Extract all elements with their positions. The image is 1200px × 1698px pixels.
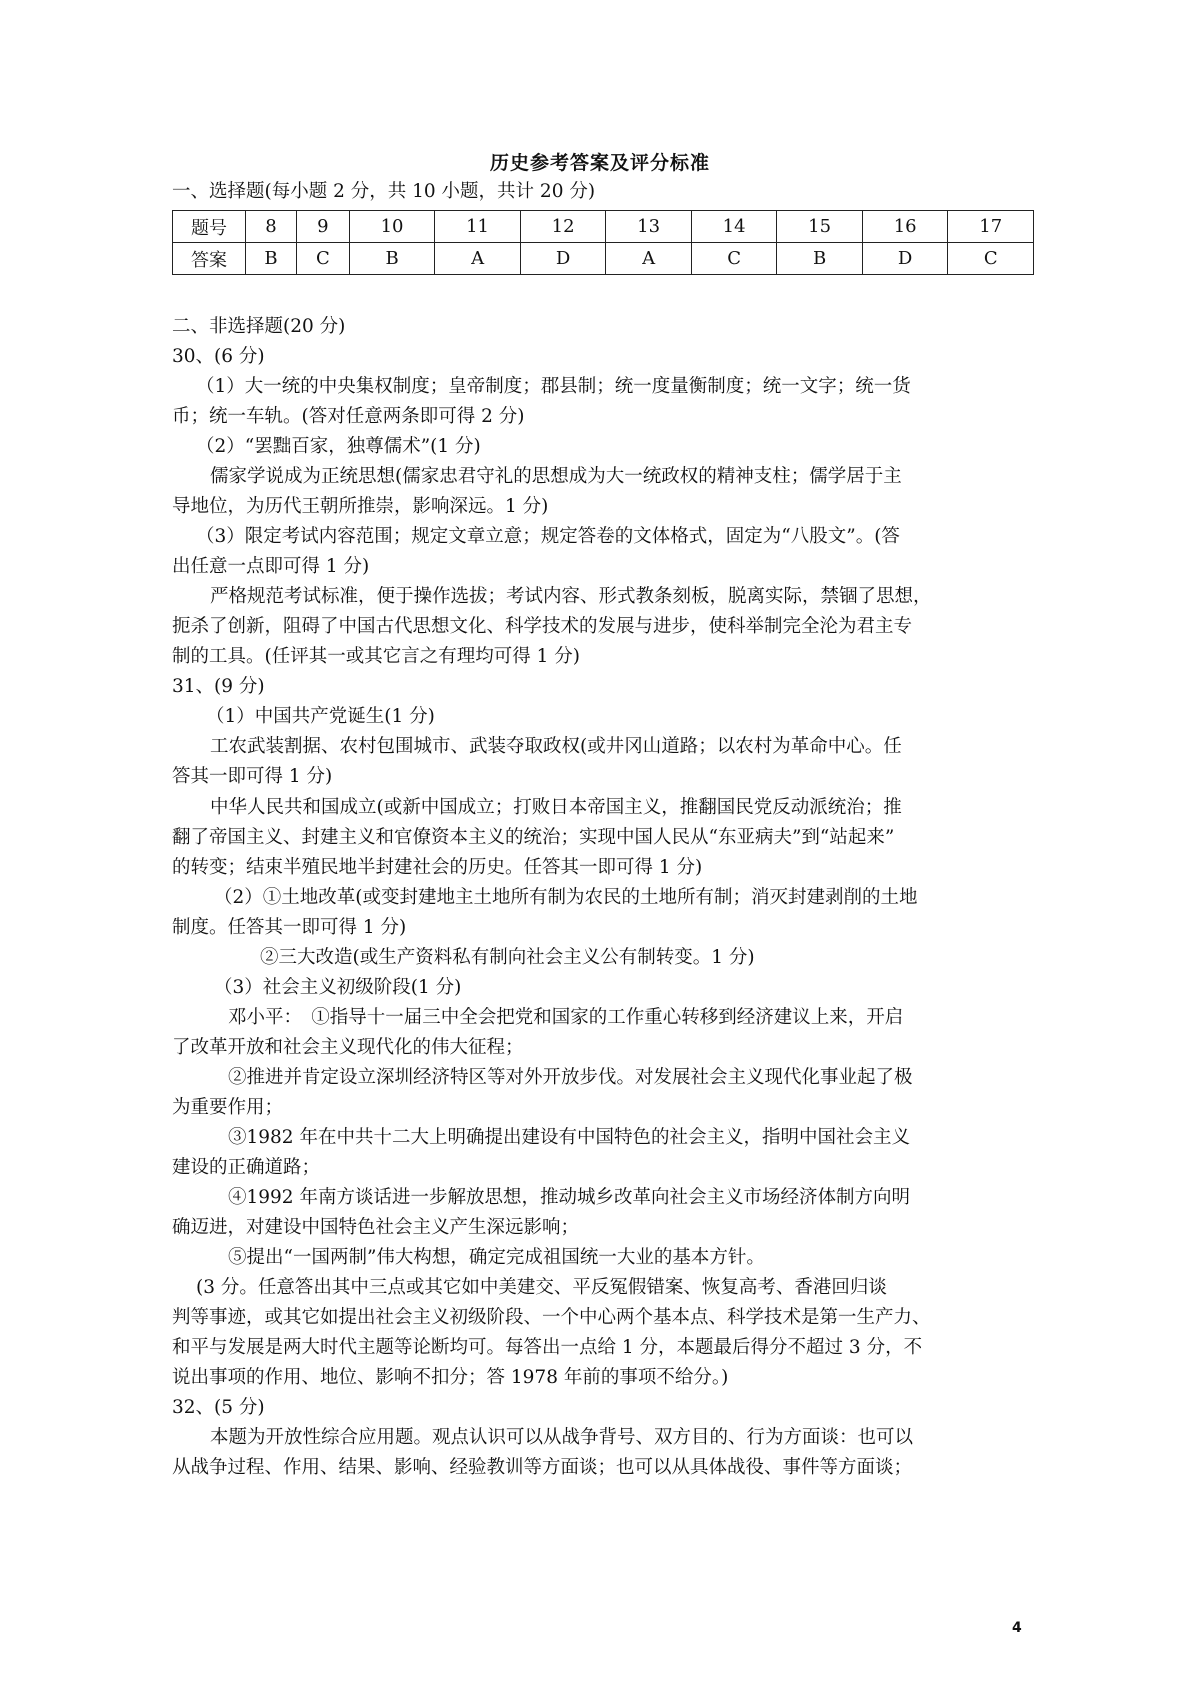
text-line: （1）中国共产党诞生(1 分) [206,706,435,727]
text-line: 建设的正确道路； [172,1157,321,1178]
text-line: 儒家学说成为正统思想(儒家忠君守礼的思想成为大一统政权的精神支柱；儒学居于主 [210,466,902,487]
text-line: （3）社会主义初级阶段(1 分) [214,977,462,998]
table-row-numbers [173,211,1034,243]
table-cell: 10 [349,211,435,243]
answer-table [172,210,1034,275]
table-cell: C [948,243,1034,275]
text-line: 扼杀了创新，阻碍了中国古代思想文化、科学技术的发展与进步，使科举制完全沦为君主专 [172,616,913,637]
text-line: 导地位，为历代王朝所推崇，影响深远。1 分) [172,496,549,517]
text-line: ⑤提出“一国两制”伟大构想，确定完成祖国统一大业的基本方针。 [228,1247,765,1268]
table-cell: B [777,243,863,275]
table-cell: A [606,243,692,275]
text-line: 本题为开放性综合应用题。观点认识可以从战争背号、双方目的、行为方面谈：也可以 [210,1427,914,1448]
q30-heading: 30、(6 分) [172,346,265,367]
text-line: 判等事迹，或其它如提出社会主义初级阶段、一个中心两个基本点、科学技术是第一生产力、 [172,1307,931,1328]
text-line: 了改革开放和社会主义现代化的伟大征程； [172,1037,524,1058]
text-line: 从战争过程、作用、结果、影响、经验教训等方面谈；也可以从具体战役、事件等方面谈； [172,1457,913,1478]
table-row-answers [173,243,1034,275]
section1-heading: 一、选择题(每小题 2 分，共 10 小题，共计 20 分) [172,181,596,202]
page-number: 4 [1012,1620,1022,1636]
text-line: 说出事项的作用、地位、影响不扣分；答 1978 年前的事项不给分。) [172,1367,729,1388]
table-cell: 15 [777,211,863,243]
text-line: 出任意一点即可得 1 分) [172,556,370,577]
q31-heading: 31、(9 分) [172,676,265,697]
table-cell: C [691,243,777,275]
table-cell: B [349,243,435,275]
table-row-label: 题号 [173,211,246,243]
table-cell: 13 [606,211,692,243]
text-line: 制度。任答其一即可得 1 分) [172,917,407,938]
text-line: ②三大改造(或生产资料私有制向社会主义公有制转变。1 分) [260,947,755,968]
text-line: 邓小平： ①指导十一届三中全会把党和国家的工作重心转移到经济建议上来，开启 [228,1007,904,1028]
text-line: 答其一即可得 1 分) [172,766,333,787]
text-line: 翻了帝国主义、封建主义和官僚资本主义的统治；实现中国人民从“东亚病夫”到“站起来” [172,827,895,848]
section2-heading: 二、非选择题(20 分) [172,316,346,337]
table-cell: 16 [862,211,948,243]
table-cell: A [435,243,521,275]
text-line: （3）限定考试内容范围；规定文章立意；规定答卷的文体格式，固定为“八股文”。(答 [196,526,900,547]
table-cell: 14 [691,211,777,243]
table-cell: D [520,243,606,275]
text-line: 中华人民共和国成立(或新中国成立；打败日本帝国主义，推翻国民党反动派统治；推 [210,797,902,818]
text-line: ④1992 年南方谈话进一步解放思想，推动城乡改革向社会主义市场经济体制方向明 [228,1187,910,1208]
text-line: 严格规范考试标准，便于操作选拔；考试内容、形式教条刻板，脱离实际，禁锢了思想， [210,586,932,607]
table-row-label: 答案 [173,243,246,275]
table-cell: 11 [435,211,521,243]
text-line: 制的工具。(任评其一或其它言之有理均可得 1 分) [172,646,580,667]
text-line: （1）大一统的中央集权制度；皇帝制度；郡县制；统一度量衡制度；统一文字；统一货 [196,376,911,397]
text-line: 的转变；结束半殖民地半封建社会的历史。任答其一即可得 1 分) [172,857,703,878]
text-line: （2）①土地改革(或变封建地主土地所有制为农民的土地所有制；消灭封建剥削的土地 [214,887,918,908]
text-line: 为重要作用； [172,1097,284,1118]
table-cell: 17 [948,211,1034,243]
text-line: 币；统一车轨。(答对任意两条即可得 2 分) [172,406,525,427]
text-line: ②推进并肯定设立深圳经济特区等对外开放步伐。对发展社会主义现代化事业起了极 [228,1067,913,1088]
text-line: 确迈进，对建设中国特色社会主义产生深远影响； [172,1217,580,1238]
table-cell: B [246,243,297,275]
table-cell: D [862,243,948,275]
text-line: （2）“罢黜百家，独尊儒术”(1 分) [196,436,481,457]
text-line: 和平与发展是两大时代主题等论断均可。每答出一点给 1 分，本题最后得分不超过 3 分，不 [172,1337,923,1358]
table-cell: C [296,243,349,275]
q32-heading: 32、(5 分) [172,1397,265,1418]
text-line: ③1982 年在中共十二大上明确提出建设有中国特色的社会主义，指明中国社会主义 [228,1127,910,1148]
table-cell: 8 [246,211,297,243]
text-line: (3 分。任意答出其中三点或其它如中美建交、平反冤假错案、恢复高考、香港回归谈 [196,1277,887,1298]
page-title: 历史参考答案及评分标准 [489,152,710,174]
table-cell: 12 [520,211,606,243]
table-cell: 9 [296,211,349,243]
text-line: 工农武装割据、农村包围城市、武装夺取政权(或井冈山道路；以农村为革命中心。任 [210,736,902,757]
